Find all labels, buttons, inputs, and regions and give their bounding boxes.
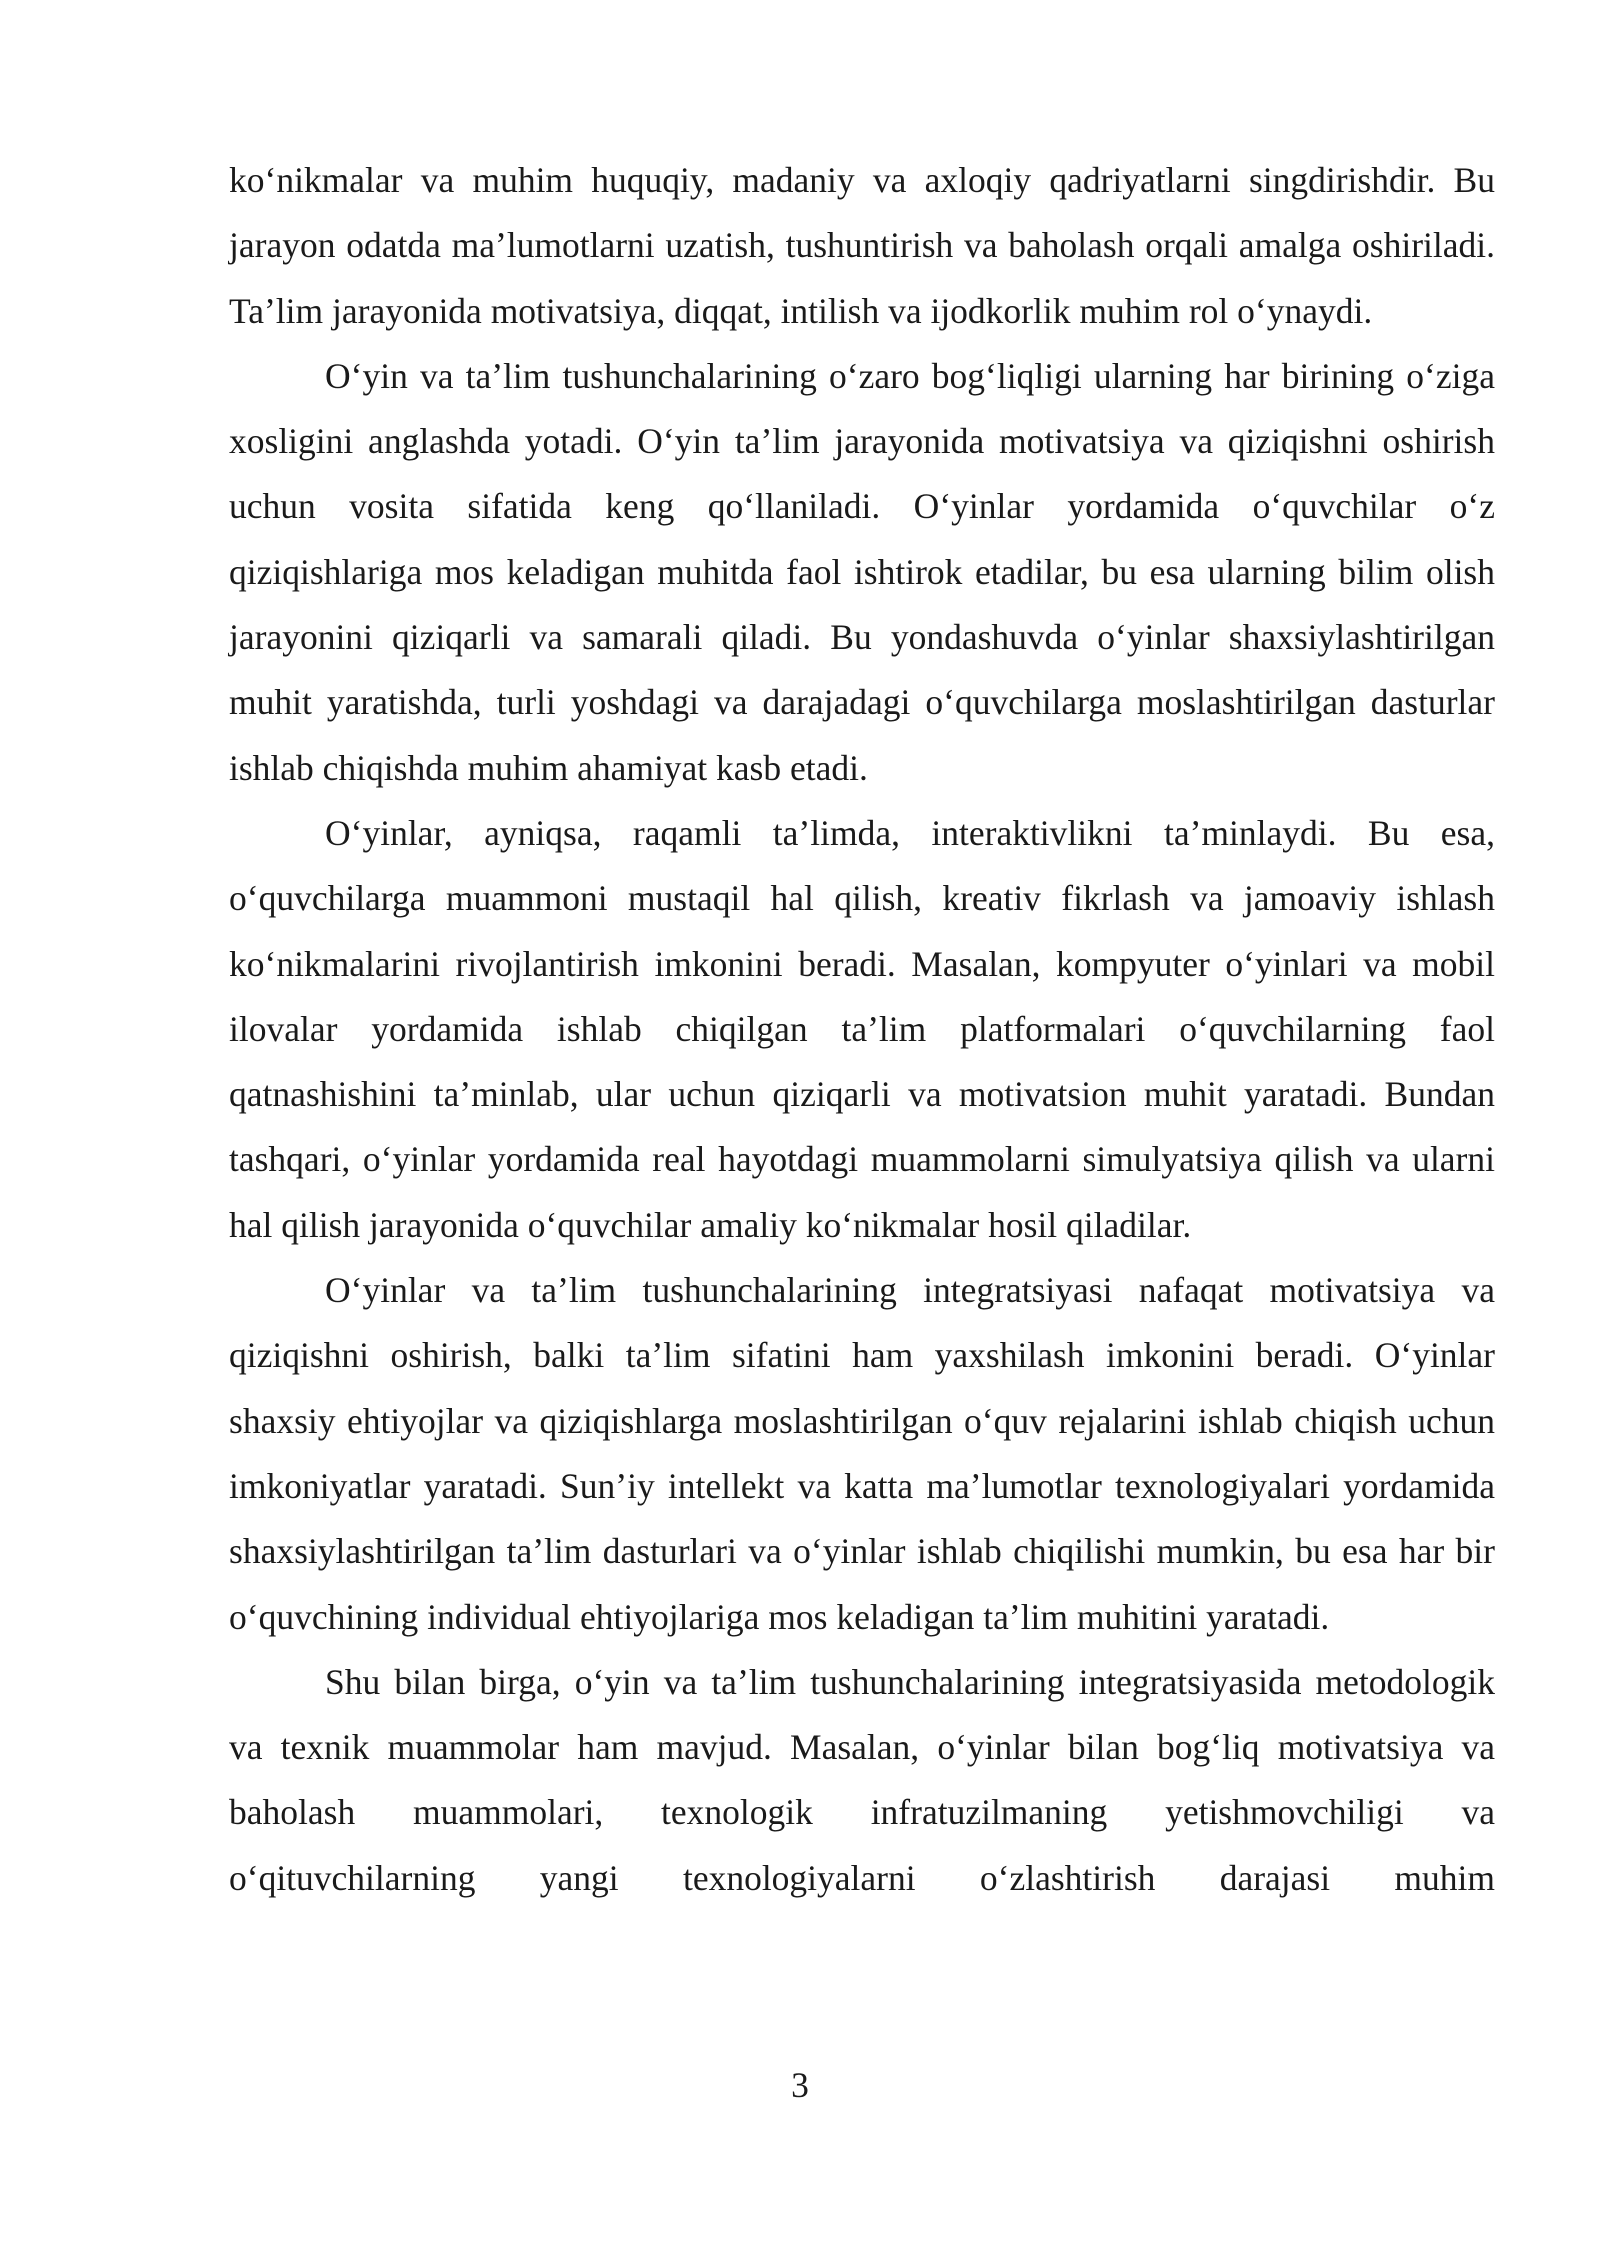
paragraph-2: Oʻyin va taʼlim tushunchalarining oʻzaro bogʻliqligi ularning har birining oʻziga xosligini anglashda yotadi. Oʻyin taʼlim jarayonida motivatsiya va qiziqishni oshirish uchun vosita sifatida keng qoʻllaniladi. Oʻyinlar yordamida oʻquvchilar oʻz qiziqishlariga mos keladigan muhitda faol ishtirok etadilar, bu esa ularning bilim olish jarayonini qiziqarli va samarali qiladi. Bu yondashuvda oʻyinlar shaxsiylashtirilgan muhit yaratishda, turli yoshdagi va darajadagi oʻquvchilarga moslashtirilgan dasturlar ishlab chiqishda muhim ahamiyat kasb etadi. [229, 355, 1495, 788]
paragraph-4: Oʻyinlar va taʼlim tushunchalarining integratsiyasi nafaqat motivatsiya va qiziqishni oshirish, balki taʼlim sifatini ham yaxshilash imkonini beradi. Oʻyinlar shaxsiy ehtiyojlar va qiziqishlarga moslashtirilgan oʻquv rejalarini ishlab chiqish uchun imkoniyatlar yaratadi. Sunʼiy intellekt va katta maʼlumotlar texnologiyalari yordamida shaxsiylashtirilgan taʼlim dasturlari va oʻyinlar ishlab chiqilishi mumkin, bu esa har bir oʻquvchining individual ehtiyojlariga mos keladigan taʼlim muhitini yaratadi. [229, 1270, 1495, 1637]
paragraph-5: Shu bilan birga, oʻyin va taʼlim tushunchalarining integratsiyasida metodologik va texnik muammolar ham mavjud. Masalan, oʻyinlar bilan bogʻliq motivatsiya va baholash muammolari, texnologik infratuzilmaning yetishmovchiligi va oʻqituvchilarning yangi texnologiyalarni oʻzlashtirish darajasi muhim [229, 1661, 1495, 1898]
document-body [229, 148, 1495, 1911]
paragraph-3: Oʻyinlar, ayniqsa, raqamli taʼlimda, interaktivlikni taʼminlaydi. Bu esa, oʻquvchilarga muammoni mustaqil hal qilish, kreativ fikrlash va jamoaviy ishlash koʻnikmalarini rivojlantirish imkonini beradi. Masalan, kompyuter oʻyinlari va mobil ilovalar yordamida ishlab chiqilgan taʼlim platformalari oʻquvchilarning faol qatnashishini taʼminlab, ular uchun qiziqarli va motivatsion muhit yaratadi. Bundan tashqari, oʻyinlar yordamida real hayotdagi muammolarni simulyatsiya qilish va ularni hal qilish jarayonida oʻquvchilar amaliy koʻnikmalar hosil qiladilar. [229, 812, 1495, 1245]
page-number: 3 [791, 2065, 809, 2105]
paragraph-1: koʻnikmalar va muhim huquqiy, madaniy va axloqiy qadriyatlarni singdirishdir. Bu jarayon odatda maʼlumotlarni uzatish, tushuntirish va baholash orqali amalga oshiriladi. Taʼlim jarayonida motivatsiya, diqqat, intilish va ijodkorlik muhim rol oʻynaydi. [229, 160, 1495, 331]
